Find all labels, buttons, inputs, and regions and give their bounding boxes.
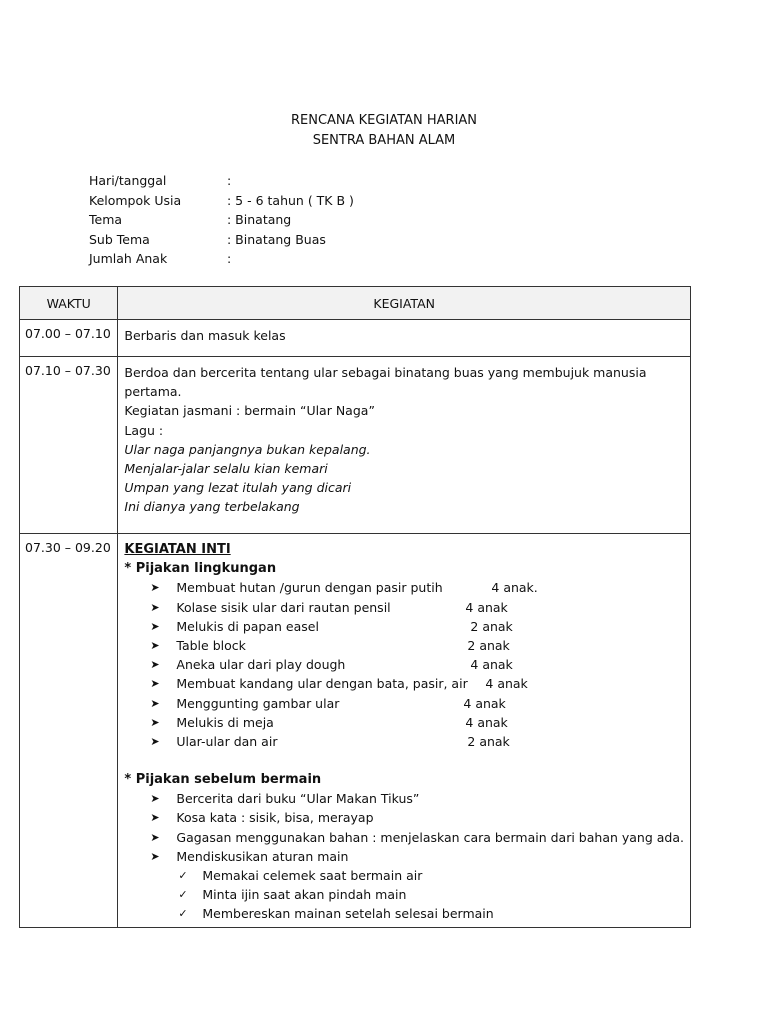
list-item: [124, 866, 684, 885]
info-label: Hari/tanggal: [89, 173, 167, 188]
activity-label: Table block: [176, 637, 246, 653]
list-item: [124, 636, 684, 655]
info-label: Sub Tema: [89, 231, 150, 247]
info-row: [89, 230, 354, 250]
before-play-item: Gagasan menggunakan bahan : menjelaskan cara bermain dari bahan yang ada.: [176, 829, 684, 845]
list-item: [124, 732, 684, 751]
arrow-bullet-icon: ➤: [150, 830, 160, 844]
arrow-bullet-icon: ➤: [150, 849, 160, 863]
list-item: [124, 828, 684, 847]
checkmark-icon: ✓: [178, 888, 188, 902]
info-block: [89, 171, 354, 269]
list-item: [124, 904, 684, 923]
time-cell: 07.10 – 07.30: [20, 357, 118, 534]
activity-count: 2 anak: [467, 637, 510, 653]
time-cell: 07.30 – 09.20: [20, 534, 118, 928]
list-item: [124, 617, 684, 636]
list-item: [124, 674, 684, 693]
activity-count: 4 anak: [470, 657, 513, 673]
before-play-item: Mendiskusikan aturan main: [176, 848, 349, 864]
checkmark-icon: ✓: [178, 907, 188, 921]
arrow-bullet-icon: ➤: [150, 658, 160, 672]
section-heading: KEGIATAN INTI: [124, 542, 231, 557]
before-play-item: Bercerita dari buku “Ular Makan Tikus”: [176, 791, 420, 807]
arrow-bullet-icon: ➤: [150, 638, 160, 652]
song-line: Menjalar-jalar selalu kian kemari: [124, 460, 328, 476]
activity-count: 4 anak: [465, 599, 508, 615]
checkmark-icon: ✓: [178, 869, 188, 882]
arrow-bullet-icon: ➤: [150, 581, 160, 595]
info-value: : 5 - 6 tahun ( TK B ): [227, 192, 354, 208]
rule-item: Minta ijin saat akan pindah main: [202, 887, 407, 903]
activity-cell: [118, 320, 691, 357]
activity-label: Melukis di papan easel: [176, 618, 319, 634]
before-play-item: Kosa kata : sisik, bisa, merayap: [176, 810, 374, 826]
activity-label: Menggunting gambar ular: [176, 695, 340, 711]
table-row: [20, 534, 691, 928]
table-row: [20, 357, 691, 534]
section-title: * Pijakan sebelum bermain: [124, 772, 322, 788]
activity-text: Berbaris dan masuk kelas: [124, 328, 286, 343]
arrow-bullet-icon: ➤: [150, 792, 160, 806]
activity-count: 4 anak: [485, 676, 528, 692]
doc-title-line2: SENTRA BAHAN ALAM: [312, 133, 456, 148]
table-row: [20, 320, 691, 357]
list-item: [124, 713, 684, 732]
activity-label: Melukis di meja: [176, 714, 274, 730]
arrow-bullet-icon: ➤: [150, 811, 160, 825]
list-item: [124, 694, 684, 713]
info-label: Kelompok Usia: [89, 192, 182, 208]
info-value: :: [227, 173, 232, 188]
list-item: [124, 789, 684, 808]
info-row: [89, 171, 354, 191]
rule-item: Memakai celemek saat bermain air: [202, 868, 423, 883]
activity-text: Kegiatan jasmani : bermain “Ular Naga”: [124, 403, 375, 419]
info-label: Jumlah Anak: [89, 251, 168, 266]
arrow-bullet-icon: ➤: [150, 715, 160, 729]
rule-item: Membereskan mainan setelah selesai bermain: [202, 906, 494, 922]
song-line: Ular naga panjangnya bukan kepalang.: [124, 441, 371, 457]
activity-label: Kolase sisik ular dari rautan pensil: [176, 599, 391, 615]
doc-title-line1: RENCANA KEGIATAN HARIAN: [290, 113, 478, 128]
section-title: * Pijakan lingkungan: [124, 561, 277, 577]
activity-text: Berdoa dan bercerita tentang ular sebagai binatang buas yang membujuk manusia: [124, 365, 647, 380]
activity-label: Membuat hutan /gurun dengan pasir putih: [176, 580, 443, 596]
activity-count: 4 anak: [463, 695, 506, 711]
activity-text: pertama.: [124, 384, 182, 400]
activity-count: 2 anak: [467, 733, 510, 749]
arrow-bullet-icon: ➤: [150, 600, 160, 614]
info-row: [89, 249, 354, 269]
activity-count: 4 anak: [465, 714, 508, 730]
arrow-bullet-icon: ➤: [150, 677, 160, 691]
activity-label: Ular-ular dan air: [176, 733, 278, 749]
table-header-row: [20, 287, 691, 320]
list-item: [124, 655, 684, 674]
time-cell: 07.00 – 07.10: [20, 320, 118, 357]
info-label: Tema: [89, 212, 123, 227]
info-value: : Binatang: [227, 212, 292, 227]
info-value: : Binatang Buas: [227, 231, 326, 247]
song-line: Umpan yang lezat itulah yang dicari: [124, 480, 352, 496]
header-waktu: WAKTU: [20, 287, 118, 320]
list-item: [124, 847, 684, 866]
song-line: Ini dianya yang terbelakang: [124, 499, 300, 515]
info-row: [89, 191, 354, 211]
activity-label: Membuat kandang ular dengan bata, pasir, air: [176, 676, 468, 692]
info-row: [89, 210, 354, 230]
activity-count: 2 anak: [470, 618, 513, 634]
activity-cell: [118, 534, 691, 928]
list-item: [124, 578, 684, 597]
list-item: [124, 598, 684, 617]
arrow-bullet-icon: ➤: [150, 619, 160, 633]
activity-table: [19, 286, 691, 928]
activity-count: 4 anak.: [491, 580, 538, 596]
activity-text: Lagu :: [124, 422, 164, 438]
list-item: [124, 808, 684, 827]
spacer: [124, 751, 684, 770]
list-item: [124, 885, 684, 904]
arrow-bullet-icon: ➤: [150, 696, 160, 710]
info-value: :: [227, 251, 232, 266]
activity-label: Aneka ular dari play dough: [176, 657, 346, 673]
header-kegiatan: KEGIATAN: [118, 287, 691, 320]
activity-cell: [118, 357, 691, 534]
arrow-bullet-icon: ➤: [150, 734, 160, 748]
